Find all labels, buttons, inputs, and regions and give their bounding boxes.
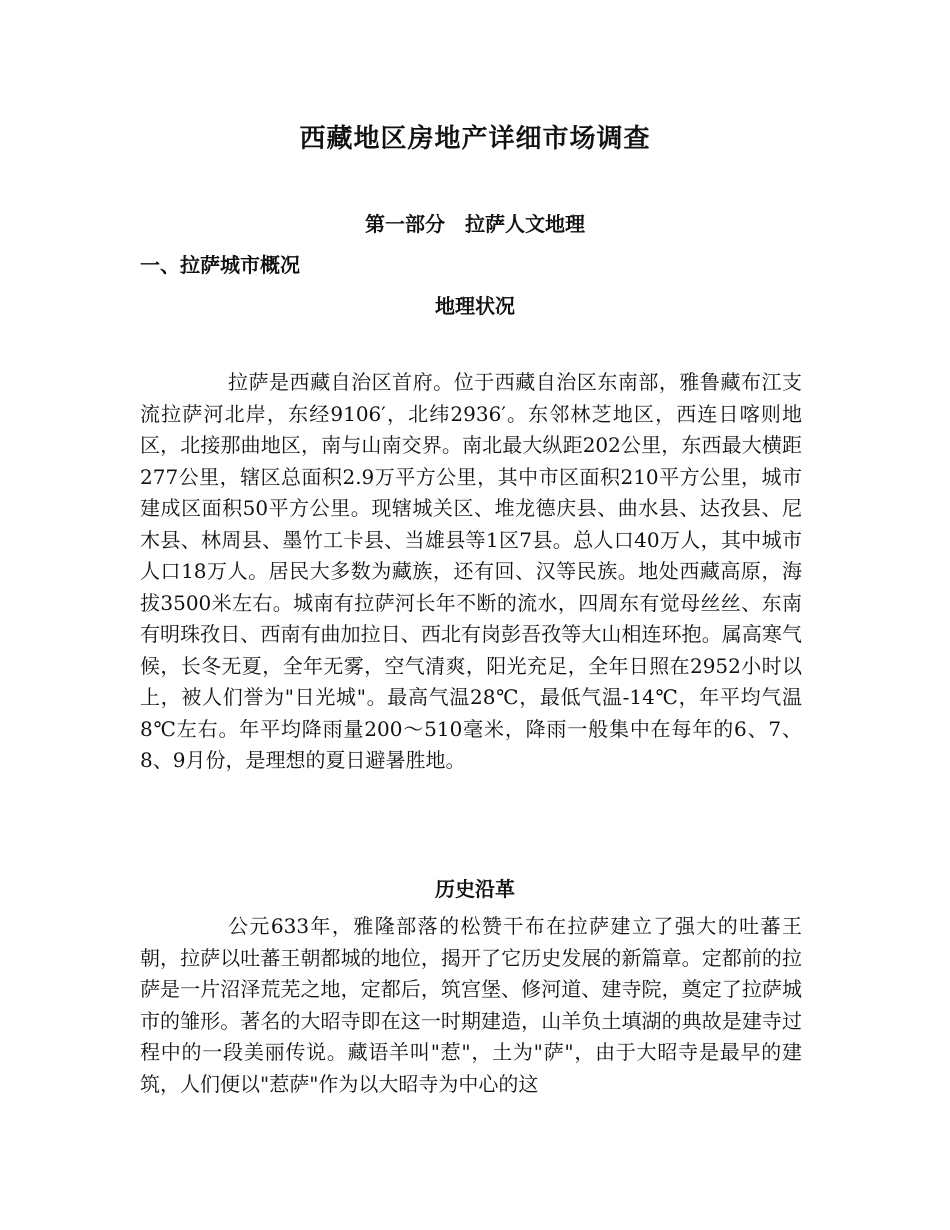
section-heading: 一、拉萨城市概况 (140, 253, 300, 277)
part-heading: 第一部分 拉萨人文地理 (365, 212, 585, 236)
subsection-heading-geography: 地理状况 (435, 294, 515, 318)
paragraph-history: 公元633年，雅隆部落的松赞干布在拉萨建立了强大的吐蕃王朝，拉萨以吐蕃王朝都城的地位，揭开了它历史发展的新篇章。定都前的拉萨是一片沼泽荒芜之地，定都后，筑宫堡、修河道、建寺院，奠定了拉萨城市的雏形。著名的大昭寺即在这一时期建造，山羊负土填湖的典故是建寺过程中的一段美丽传说。藏语羊叫"惹"，土为"萨"，由于大昭寺是最早的建筑，人们便以"惹萨"作为以大昭寺为中心的这 (140, 914, 802, 1096)
document-title: 西藏地区房地产详细市场调查 (299, 124, 651, 154)
subsection-heading-history: 历史沿革 (435, 877, 515, 901)
paragraph-geography: 拉萨是西藏自治区首府。位于西藏自治区东南部，雅鲁藏布江支流拉萨河北岸，东经9106′，北纬2936′。东邻林芝地区，西连日喀则地区，北接那曲地区，南与山南交界。南北最大纵距202公里，东西最大横距277公里，辖区总面积2.9万平方公里，其中市区面积210平方公里，城市建成区面积50平方公里。现辖城关区、堆龙德庆县、曲水县、达孜县、尼木县、林周县、墨竹工卡县、当雄县等1区7县。总人口40万人，其中城市人口18万人。居民大多数为藏族，还有回、汉等民族。地处西藏高原，海拔3500米左右。城南有拉萨河长年不断的流水，四周东有觉母丝丝、东南有明珠孜日、西南有曲加拉日、西北有岗彭吾孜等大山相连环抱。属高寒气候，长冬无夏，全年无雾，空气清爽，阳光充足，全年日照在2952小时以上，被人们誉为"日光城"。最高气温28℃，最低气温-14℃，年平均气温8℃左右。年平均降雨量200～510毫米，降雨一般集中在每年的6、7、8、9月份，是理想的夏日避暑胜地。 (140, 370, 802, 772)
